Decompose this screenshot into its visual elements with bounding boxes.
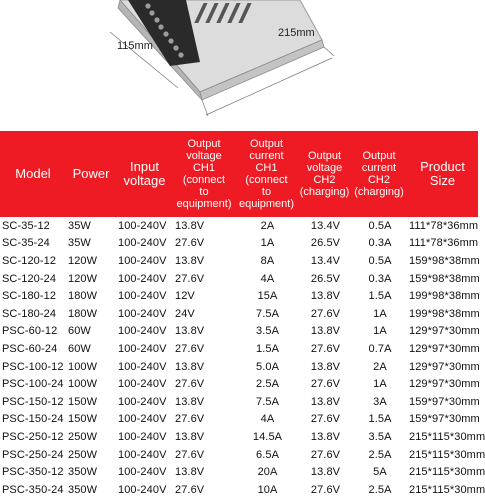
table-cell-output-current-ch1: 6.5A [255,448,280,461]
column-header-line: voltage [186,150,222,162]
column-header-line: Output [307,150,342,162]
table-cell-output-current-ch2: 5A [373,466,387,479]
table-header-row [0,131,478,217]
table-cell-power: 250W [68,448,98,461]
column-header-line: equipment) [238,198,295,210]
column-header-line: Model [15,166,51,181]
table-row [0,428,478,446]
table-cell-output-current-ch2: 1.5A [368,290,392,303]
table-cell-input-voltage: 100-240V [118,219,167,232]
table-row [0,270,478,288]
table-cell-output-voltage-ch2: 27.6V [310,448,341,461]
table-cell-output-voltage-ch2: 27.6V [310,413,341,426]
table-cell-input-voltage: 100-240V [118,342,167,355]
product-photo [0,0,478,130]
table-cell-model: SC-180-24 [2,307,57,320]
table-cell-output-current-ch2: 2.5A [368,483,392,496]
table-row [0,463,478,481]
table-cell-product-size: 159*97*30mm [409,413,480,426]
table-row [0,287,478,305]
column-header-line: to [199,186,209,198]
table-cell-output-voltage-ch1: 27.6V [175,483,205,496]
table-cell-output-voltage-ch1: 13.8V [175,254,205,267]
column-header-line: CH2 [313,174,336,186]
table-cell-model: SC-120-12 [2,254,57,267]
table-cell-power: 60W [68,342,91,355]
table-cell-output-voltage-ch1: 27.6V [175,237,205,250]
table-cell-input-voltage: 100-240V [118,237,167,250]
table-cell-power: 120W [68,254,98,267]
table-row [0,411,478,429]
table-cell-output-voltage-ch1: 27.6V [175,413,205,426]
table-cell-power: 350W [68,483,98,496]
table-cell-power: 100W [68,360,98,373]
table-cell-model: PSC-100-12 [2,360,64,373]
column-header-line: CH2 [367,174,390,186]
column-header-line: (connect [245,174,288,186]
table-cell-power: 60W [68,325,91,338]
table-cell-model: SC-120-24 [2,272,57,285]
table-cell-product-size: 215*115*30mm [409,466,485,479]
column-header-input-voltage [116,131,173,217]
table-cell-product-size: 159*97*30mm [409,395,480,408]
column-header-line: voltage [306,162,343,174]
column-header-line: CH1 [192,162,215,174]
width-dimension-label: 115mm [117,40,153,52]
column-header-power [66,131,116,217]
table-cell-power: 180W [68,307,98,320]
table-cell-output-voltage-ch2: 27.6V [310,378,341,391]
table-cell-input-voltage: 100-240V [118,254,167,267]
table-row [0,393,478,411]
table-cell-product-size: 215*115*30mm [409,483,485,496]
column-header-line: Output [187,138,221,150]
table-cell-output-current-ch1: 4A [260,272,275,285]
table-cell-output-current-ch2: 0.3A [368,272,392,285]
table-cell-output-voltage-ch1: 13.8V [175,325,205,338]
table-row [0,375,478,393]
column-header-line: Power [72,166,110,181]
column-header-output-current-ch1 [235,131,298,217]
column-header-model [0,131,66,217]
column-header-line: CH1 [255,162,278,174]
table-cell-output-voltage-ch1: 27.6V [175,272,205,285]
table-cell-product-size: 215*115*30mm [409,448,485,461]
table-cell-output-voltage-ch2: 13.4V [310,219,341,232]
column-header-line: (connect [182,174,226,186]
spec-table [0,131,485,499]
table-cell-output-current-ch1: 15A [257,290,278,303]
table-cell-output-current-ch2: 1.5A [368,413,392,426]
table-cell-output-current-ch1: 8A [260,254,275,267]
table-row [0,358,478,376]
table-cell-output-current-ch1: 3.5A [255,325,280,338]
table-cell-product-size: 129*97*30mm [409,325,480,338]
table-cell-product-size: 111*78*36mm [409,237,479,250]
column-header-line: to [261,186,272,198]
table-cell-input-voltage: 100-240V [118,483,167,496]
table-cell-output-voltage-ch1: 13.8V [175,430,205,443]
table-cell-output-current-ch2: 0.5A [368,254,392,267]
table-cell-model: SC-180-12 [2,290,57,303]
table-cell-output-voltage-ch1: 12V [175,290,195,303]
table-cell-product-size: 215*115*30mm [409,430,485,443]
table-row [0,446,478,464]
table-row [0,217,478,235]
column-header-output-voltage-ch1 [173,131,235,217]
table-cell-output-voltage-ch2: 13.8V [310,325,341,338]
table-cell-model: SC-35-24 [2,237,50,250]
table-cell-output-current-ch1: 1A [260,237,275,250]
table-cell-output-current-ch1: 20A [257,466,278,479]
table-cell-output-current-ch1: 2A [260,219,275,232]
table-cell-power: 150W [68,413,98,426]
table-cell-output-voltage-ch2: 13.8V [310,430,341,443]
table-cell-output-voltage-ch1: 13.8V [175,360,205,373]
table-cell-model: PSC-350-24 [2,483,64,496]
table-cell-output-voltage-ch2: 26.5V [310,237,341,250]
table-cell-input-voltage: 100-240V [118,448,167,461]
table-cell-output-current-ch2: 0.3A [368,237,392,250]
table-cell-model: PSC-60-12 [2,325,58,338]
table-cell-output-current-ch2: 2.5A [368,448,392,461]
table-cell-output-voltage-ch1: 13.8V [175,466,205,479]
table-cell-power: 120W [68,272,98,285]
table-cell-model: PSC-100-24 [2,378,64,391]
table-cell-product-size: 159*98*38mm [409,272,480,285]
table-cell-output-current-ch2: 1A [373,307,387,320]
table-cell-input-voltage: 100-240V [118,272,167,285]
table-cell-input-voltage: 100-240V [118,290,167,303]
column-header-line: Output [362,150,396,162]
table-cell-output-current-ch1: 1.5A [255,342,280,355]
table-cell-input-voltage: 100-240V [118,430,167,443]
table-row [0,323,478,341]
table-row [0,340,478,358]
column-header-line: Size [429,173,456,188]
table-cell-output-voltage-ch2: 27.6V [310,307,341,320]
table-cell-output-voltage-ch1: 13.8V [175,219,205,232]
column-header-line: (charging) [299,186,350,198]
table-cell-model: PSC-60-24 [2,342,58,355]
column-header-output-voltage-ch2 [298,131,351,217]
column-header-line: Input [130,159,159,174]
table-cell-model: PSC-350-12 [2,466,64,479]
table-cell-output-current-ch2: 1A [373,325,387,338]
table-row [0,305,478,323]
table-cell-product-size: 199*98*38mm [409,290,480,303]
table-cell-model: PSC-150-24 [2,413,64,426]
table-cell-output-current-ch1: 2.5A [255,378,280,391]
table-cell-output-voltage-ch2: 26.5V [310,272,341,285]
table-cell-input-voltage: 100-240V [118,395,167,408]
table-cell-power: 150W [68,395,98,408]
table-cell-product-size: 129*97*30mm [409,378,480,391]
table-cell-output-current-ch2: 3.5A [368,430,392,443]
table-cell-output-current-ch1: 5.0A [255,360,280,373]
table-cell-power: 250W [68,430,98,443]
table-cell-input-voltage: 100-240V [118,307,167,320]
column-header-product-size [407,131,478,217]
table-cell-output-current-ch2: 1A [373,378,387,391]
column-header-output-current-ch2 [351,131,407,217]
table-cell-power: 180W [68,290,98,303]
table-cell-output-voltage-ch2: 27.6V [310,483,341,496]
table-cell-model: SC-35-12 [2,219,50,232]
table-cell-output-current-ch2: 0.5A [368,219,392,232]
table-cell-input-voltage: 100-240V [118,466,167,479]
table-cell-output-voltage-ch2: 27.6V [310,342,341,355]
table-cell-power: 35W [68,237,91,250]
table-cell-product-size: 129*97*30mm [409,360,480,373]
power-supply-illustration [0,0,478,130]
table-cell-output-voltage-ch2: 13.8V [310,395,341,408]
table-cell-output-voltage-ch1: 27.6V [175,342,205,355]
column-header-line: current [249,150,284,162]
column-header-line: equipment) [176,198,232,210]
table-cell-input-voltage: 100-240V [118,360,167,373]
table-cell-output-voltage-ch1: 27.6V [175,448,205,461]
table-cell-model: PSC-250-12 [2,430,64,443]
table-cell-output-current-ch1: 10A [257,483,278,496]
table-cell-output-voltage-ch2: 13.8V [310,466,341,479]
table-cell-input-voltage: 100-240V [118,413,167,426]
table-body [0,217,485,499]
table-cell-output-current-ch2: 3A [373,395,387,408]
table-row [0,235,478,253]
table-cell-model: PSC-150-12 [2,395,64,408]
table-cell-product-size: 159*98*38mm [409,254,480,267]
column-header-line: (charging) [354,186,404,198]
table-cell-product-size: 129*97*30mm [409,342,480,355]
table-cell-output-current-ch2: 0.7A [368,342,392,355]
length-dimension-label: 215mm [278,27,315,39]
table-cell-output-voltage-ch2: 13.8V [310,290,341,303]
table-cell-output-voltage-ch1: 24V [175,307,195,320]
column-header-line: Output [249,138,284,150]
table-cell-output-current-ch1: 7.5A [255,395,280,408]
table-row [0,481,478,499]
table-cell-output-voltage-ch2: 13.4V [310,254,341,267]
table-cell-product-size: 199*98*38mm [409,307,480,320]
table-cell-output-current-ch1: 14.5A [252,430,283,443]
table-row [0,252,478,270]
table-cell-output-voltage-ch1: 13.8V [175,395,205,408]
table-cell-output-current-ch2: 2A [373,360,387,373]
column-header-line: current [361,162,397,174]
table-cell-power: 100W [68,378,98,391]
table-cell-power: 35W [68,219,91,232]
column-header-line: voltage [123,173,166,188]
table-cell-model: PSC-250-24 [2,448,64,461]
table-cell-output-voltage-ch2: 13.8V [310,360,341,373]
table-cell-product-size: 111*78*36mm [409,219,479,232]
table-cell-output-current-ch1: 4A [260,413,275,426]
table-cell-output-current-ch1: 7.5A [255,307,280,320]
table-cell-input-voltage: 100-240V [118,378,167,391]
table-cell-power: 350W [68,466,98,479]
column-header-line: Product [420,159,465,174]
table-cell-output-voltage-ch1: 27.6V [175,378,205,391]
table-cell-input-voltage: 100-240V [118,325,167,338]
